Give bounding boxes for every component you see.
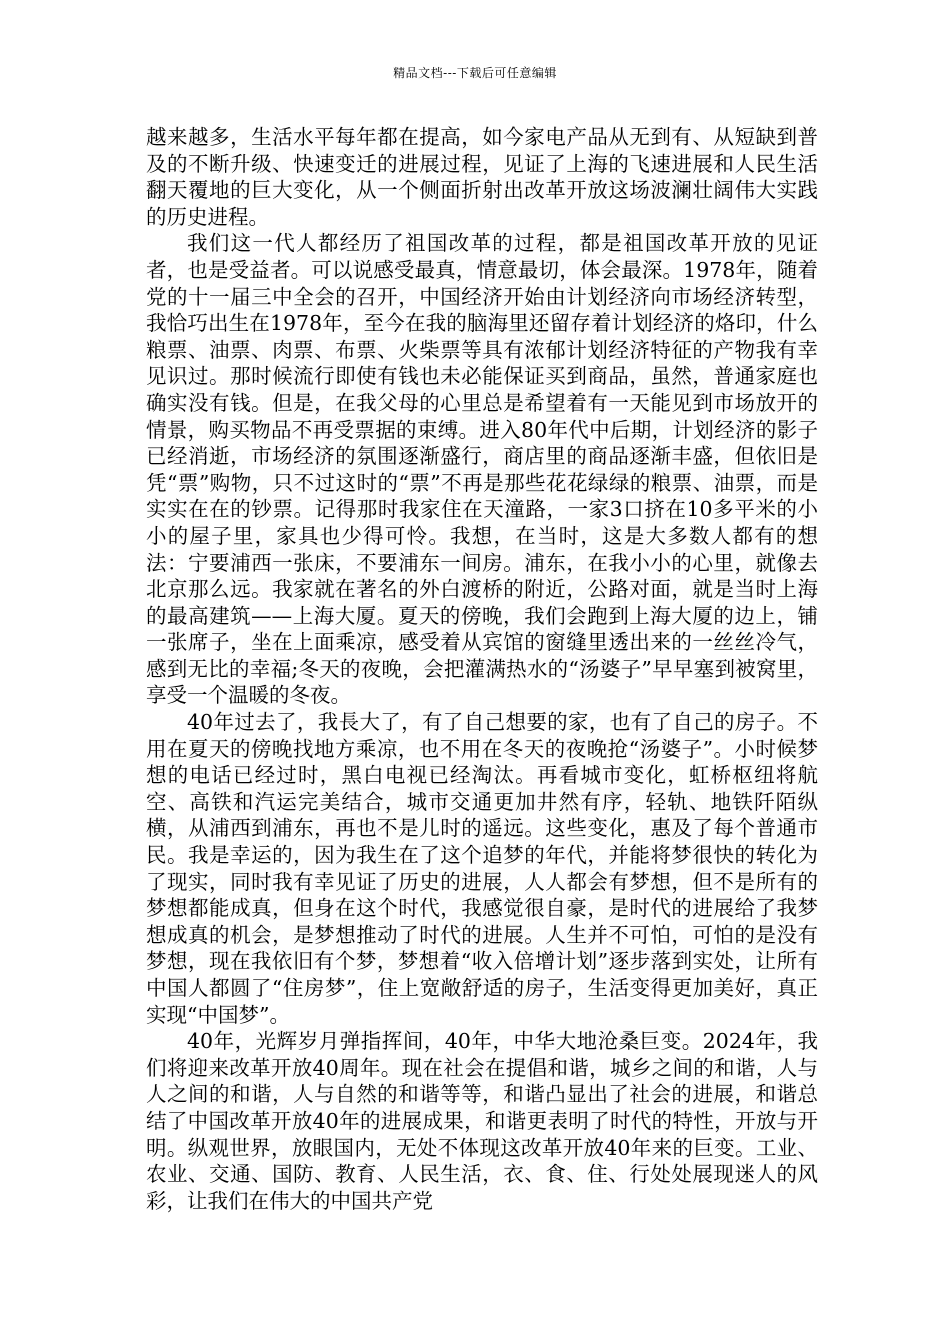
paragraph-forty-years-harmony: 40年，光辉岁月弹指挥间，40年，中华大地沧桑巨变。2024年，我们将迎来改革开放40周年。现在社会在提倡和谐，城乡之间的和谐，人与人之间的和谐，人与自然的和谐等等，和谐凸显出了社会的进展，和谐总结了中国改革开放40年的进展成果，和谐更表明了时代的特性，开放与开明。纵观世界，放眼国内，无处不体现这改革开放40年来的巨变。工业、农业、交通、国防、教育、人民生活，衣、食、住、行处处展现迷人的风彩，让我们在伟大的中国共产党 [146,1029,818,1213]
paragraph-forty-years-dream: 40年过去了，我長大了，有了自己想要的家，也有了自己的房子。不用在夏天的傍晚找地方乘凉，也不用在冬天的夜晚抢“汤婆子”。小时候梦想的电话已经过时，黑白电视已经淘汰。再看城市变化，虹桥枢纽将航空、高铁和汽运完美结合，城市交通更加井然有序，轻轨、地铁阡陌纵横，从浦西到浦东，再也不是儿时的遥远。这些变化，惠及了每个普通市民。我是幸运的，因为我生在了这个追梦的年代，并能将梦很快的转化为了现实，同时我有幸见证了历史的进展，人人都会有梦想，但不是所有的梦想都能成真，但身在这个时代，我感觉很自豪，是时代的进展给了我梦想成真的机会，是梦想推动了时代的进展。人生并不可怕，可怕的是没有梦想，现在我依旧有个梦，梦想着“收入倍增计划”逐步落到实处，让所有中国人都圆了“住房梦”，住上宽敞舒适的房子，生活变得更加美好，真正实现“中国梦”。 [146,710,818,1027]
paragraph-reform-witness: 我们这一代人都经历了祖国改革的过程，都是祖国改革开放的见证者，也是受益者。可以说感受最真，情意最切，体会最深。1978年，随着党的十一届三中全会的召开，中国经济开始由计划经济向市场经济转型，我恰巧出生在1978年，至今在我的脑海里还留存着计划经济的烙印，什么粮票、油票、肉票、布票、火柴票等具有浓郁计划经济特征的产物我有幸见识过。那时候流行即使有钱也未必能保证买到商品，虽然，普通家庭也确实没有钱。但是，在我父母的心里总是希望着有一天能见到市场放开的情景，购买物品不再受票据的束缚。进入80年代中后期，计划经济的影子已经消逝，市场经济的氛围逐渐盛行，商店里的商品逐渐丰盛，但依旧是凭“票”购物，只不过这时的“票”不再是那些花花绿绿的粮票、油票，而是实实在在的钞票。记得那时我家住在天潼路，一家3口挤在10多平米的小小的屋子里，家具也少得可怜。我想，在当时，这是大多数人都有的想法：宁要浦西一张床，不要浦东一间房。浦东，在我小小的心里，就像去北京那么远。我家就在著名的外白渡桥的附近，公路对面，就是当时上海的最高建筑——上海大厦。夏天的傍晚，我们会跑到上海大厦的边上，铺一张席子，坐在上面乘凉，感受着从宾馆的窗缝里透出来的一丝丝冷气，感到无比的幸福;冬天的夜晚，会把灌满热水的“汤婆子”早早塞到被窝里，享受一个温暖的冬夜。 [146,231,818,708]
document-body [146,124,818,1214]
paragraph-continuation: 越来越多，生活水平每年都在提高，如今家电产品从无到有、从短缺到普及的不断升级、快速变迁的进展过程，见证了上海的飞速进展和人民生活翻天覆地的巨大变化，从一个侧面折射出改革开放这场波澜壮阔伟大实践的历史进程。 [146,125,818,229]
page-header: 精品文档---下载后可任意编辑 [393,66,557,80]
